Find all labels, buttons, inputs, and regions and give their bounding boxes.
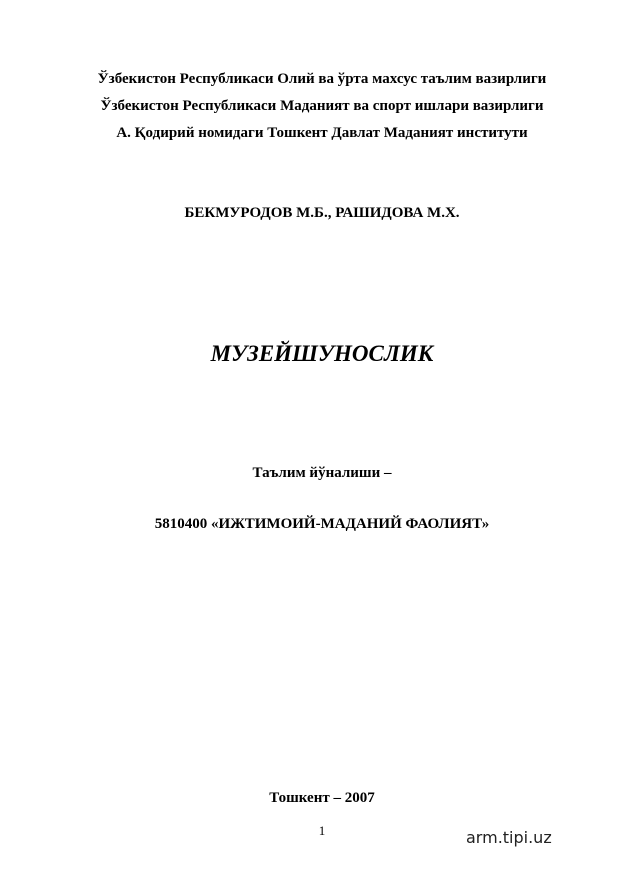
ministry-line-2: Ўзбекистон Республикаси Маданият ва спорт ишлари вазирлиги <box>100 98 544 114</box>
watermark: arm.tipi.uz <box>466 828 552 847</box>
authors: БЕКМУРОДОВ М.Б., РАШИДОВА М.Х. <box>184 205 460 221</box>
document-title: МУЗЕЙШУНОСЛИК <box>210 341 434 366</box>
place-year: Тошкент – 2007 <box>269 790 375 806</box>
direction-label: Таълим йўналиши – <box>252 465 392 481</box>
ministry-line-1: Ўзбекистон Республикаси Олий ва ўрта махсус таълим вазирлиги <box>97 71 547 87</box>
page-number: 1 <box>318 823 326 838</box>
institute-line: А. Қодирий номидаги Тошкент Давлат Маданият институти <box>116 125 528 141</box>
direction-code: 5810400 «ИЖТИМОИЙ-МАДАНИЙ ФАОЛИЯТ» <box>154 516 490 532</box>
